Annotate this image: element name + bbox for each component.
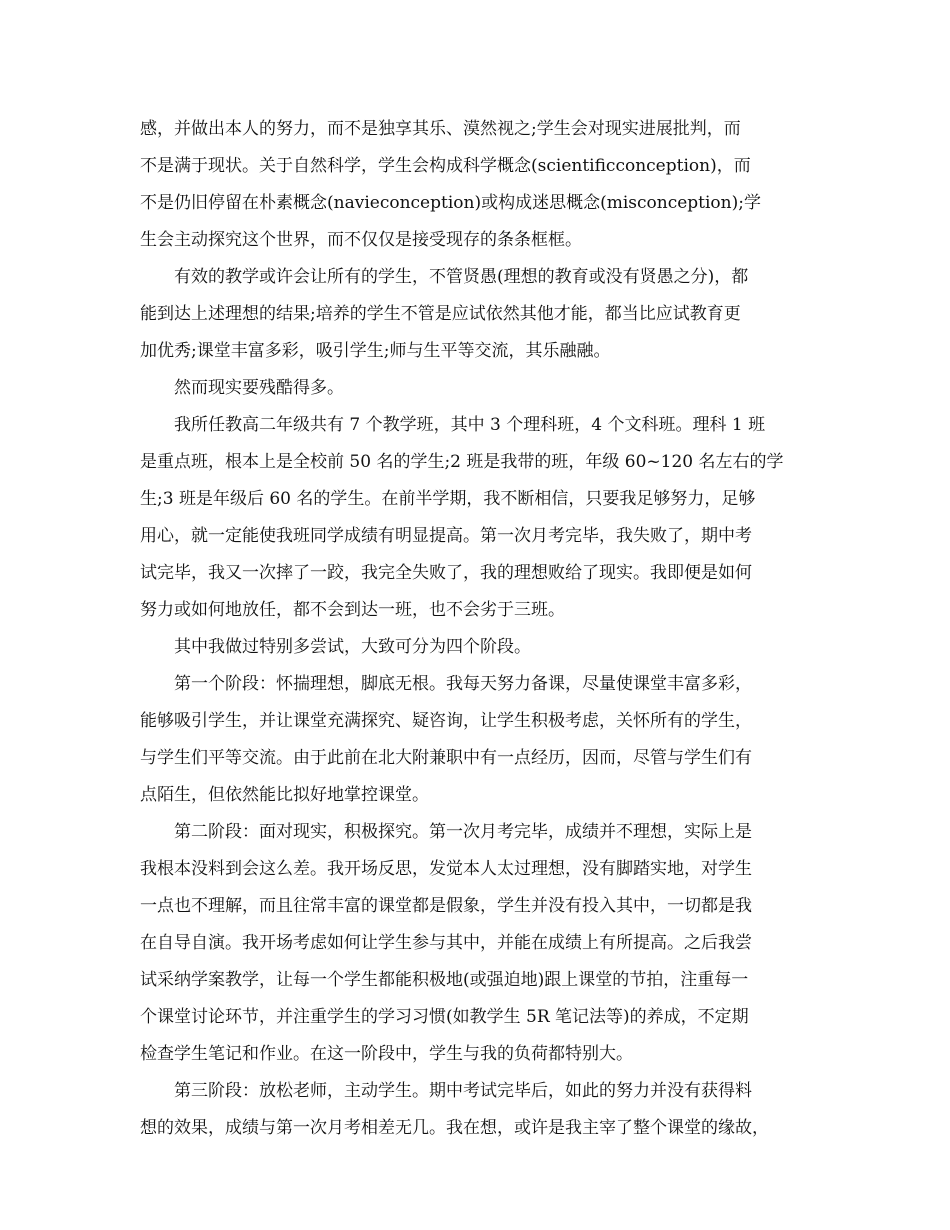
text-line: 能够吸引学生，并让课堂充满探究、疑咨询，让学生积极考虑，关怀所有的学生， (140, 711, 752, 731)
text-line: 检查学生笔记和作业。在这一阶段中，学生与我的负荷都特别大。 (140, 1044, 633, 1064)
text-line: 加优秀;课堂丰富多彩，吸引学生;师与生平等交流，其乐融融。 (140, 341, 611, 361)
text-line: 第一个阶段：怀揣理想，脚底无根。我每天努力备课，尽量使课堂丰富多彩， (140, 674, 752, 694)
text-line: 是重点班，根本上是全校前 50 名的学生;2 班是我带的班，年级 60~120 名左右的学 (140, 452, 784, 472)
text-line: 感，并做出本人的努力，而不是独享其乐、漠然视之;学生会对现实进展批判，而 (140, 119, 741, 139)
text-line: 用心，就一定能使我班同学成绩有明显提高。第一次月考完毕，我失败了，期中考 (140, 526, 752, 546)
text-line: 努力或如何地放任，都不会到达一班，也不会劣于三班。 (140, 600, 565, 620)
text-line: 试完毕，我又一次摔了一跤，我完全失败了，我的理想败给了现实。我即便是如何 (140, 563, 752, 583)
text-line: 想的效果，成绩与第一次月考相差无几。我在想，或许是我主宰了整个课堂的缘故， (140, 1118, 769, 1138)
text-line: 一点也不理解，而且往常丰富的课堂都是假象，学生并没有投入其中，一切都是我 (140, 896, 752, 916)
text-line: 在自导自演。我开场考虑如何让学生参与其中，并能在成绩上有所提高。之后我尝 (140, 933, 752, 953)
text-line: 有效的教学或许会让所有的学生，不管贤愚(理想的教育或没有贤愚之分)，都 (140, 267, 749, 287)
text-line: 不是满于现状。关于自然科学，学生会构成科学概念(scientificconception)，而 (140, 156, 751, 176)
text-line: 试采纳学案教学，让每一个学生都能积极地(或强迫地)跟上课堂的节拍，注重每一 (140, 970, 749, 990)
text-line: 然而现实要残酷得多。 (140, 378, 344, 398)
text-line: 第二阶段：面对现实，积极探究。第一次月考完毕，成绩并不理想，实际上是 (140, 822, 752, 842)
text-line: 我所任教高二年级共有 7 个教学班，其中 3 个理科班，4 个文科班。理科 1 班 (140, 415, 766, 435)
text-line: 我根本没料到会这么差。我开场反思，发觉本人太过理想，没有脚踏实地，对学生 (140, 859, 752, 879)
text-line: 生;3 班是年级后 60 名的学生。在前半学期，我不断相信，只要我足够努力，足够 (140, 489, 756, 509)
text-line: 与学生们平等交流。由于此前在北大附兼职中有一点经历，因而，尽管与学生们有 (140, 748, 752, 768)
text-line: 点陌生，但依然能比拟好地掌控课堂。 (140, 785, 429, 805)
text-line: 生会主动探究这个世界，而不仅仅是接受现存的条条框框。 (140, 230, 582, 250)
text-line: 不是仍旧停留在朴素概念(navieconception)或构成迷思概念(misconception);学 (140, 193, 761, 213)
text-line: 其中我做过特别多尝试，大致可分为四个阶段。 (140, 637, 531, 657)
text-line: 能到达上述理想的结果;培养的学生不管是应试依然其他才能，都当比应试教育更 (140, 304, 741, 324)
document-body (140, 111, 812, 1147)
text-line: 个课堂讨论环节，并注重学生的学习习惯(如教学生 5R 笔记法等)的养成，不定期 (140, 1007, 749, 1027)
text-line: 第三阶段：放松老师，主动学生。期中考试完毕后，如此的努力并没有获得料 (140, 1081, 752, 1101)
